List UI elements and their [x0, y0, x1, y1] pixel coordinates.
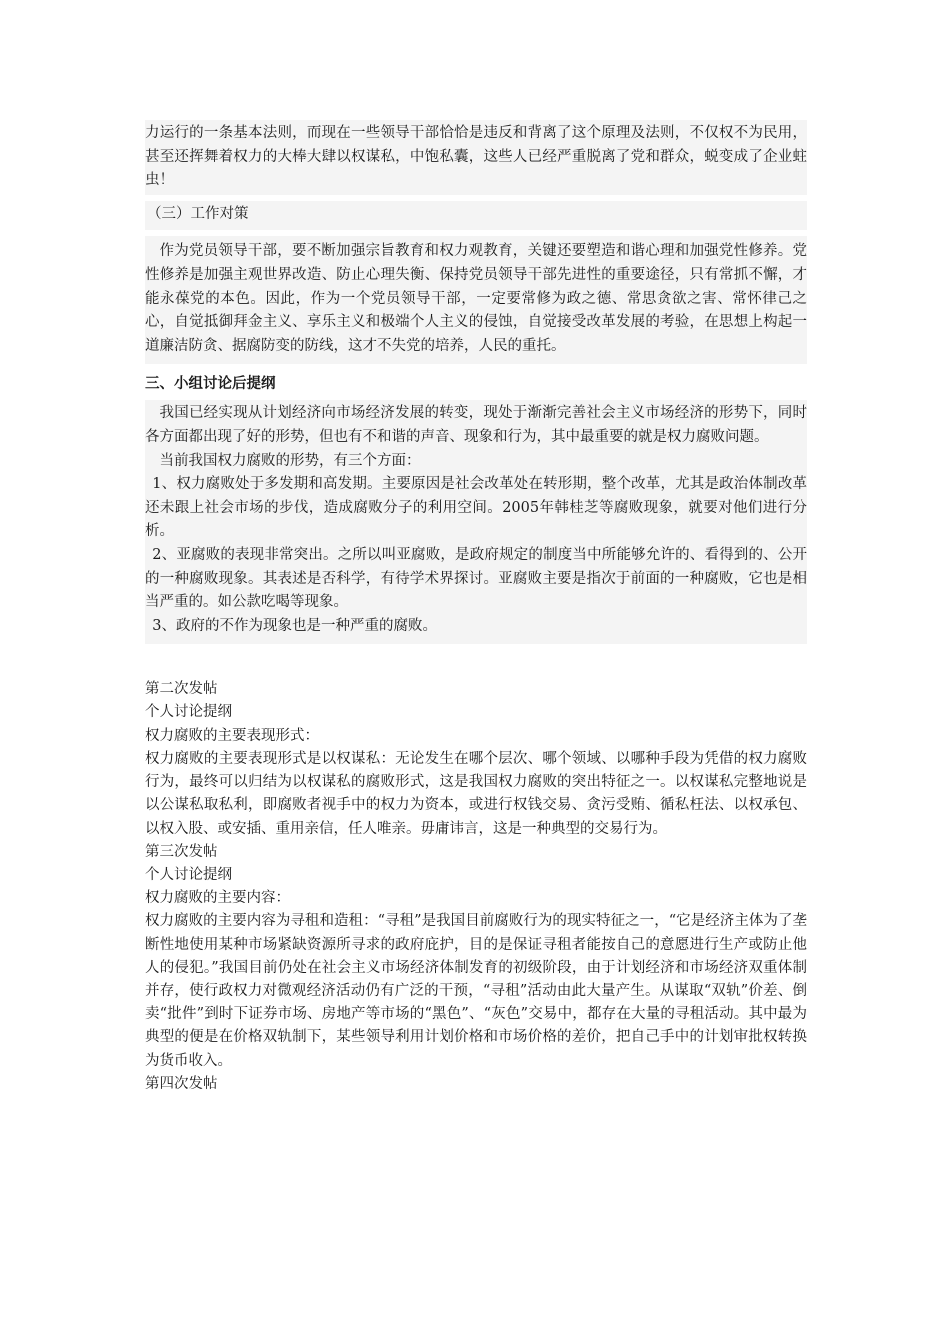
countermeasures-subheading-block	[145, 201, 807, 231]
group-discussion-intro: 我国已经实现从计划经济向市场经济发展的转变，现处于渐渐完善社会主义市场经济的形势下，同时各方面都出现了好的形势，但也有不和谐的声音、现象和行为，其中最重要的就是权力腐败问题。	[145, 405, 807, 445]
group-discussion-block	[145, 400, 807, 644]
second-post-label: 第二次发帖	[145, 681, 218, 698]
group-discussion-point-3: 3、政府的不作为现象也是一种严重的腐败。	[152, 617, 437, 634]
countermeasures-paragraph: 作为党员领导干部，要不断加强宗旨教育和权力观教育，关键还要塑造和谐心理和加强党性修养。党性修养是加强主观世界改造、防止心理失衡、保持党员领导干部先进性的重要途径，只有常抓不懈，才能永葆党的本色。因此，作为一个党员领导干部，一定要常修为政之德、常思贪欲之害、常怀律己之心，自觉抵御拜金主义、享乐主义和极端个人主义的侵蚀，自觉接受改革发展的考验，在思想上构起一道廉洁防贪、据腐防变的防线，这才不失党的培养，人民的重托。	[145, 243, 807, 354]
group-discussion-point-1: 1、权力腐败处于多发期和高发期。主要原因是社会改革处在转形期，整个改革，尤其是政治体制改革还未跟上社会市场的步伐，造成腐败分子的利用空间。2005年韩桂芝等腐败现象，就要对他们进行分析。	[145, 476, 807, 540]
second-post-outline: 个人讨论提纲	[145, 704, 232, 721]
second-post-body: 权力腐败的主要表现形式是以权谋私：无论发生在哪个层次、哪个领域、以哪种手段为凭借的权力腐败行为，最终可以归结为以权谋私的腐败形式，这是我国权力腐败的突出特征之一。以权谋私完整地说是以公谋私取私利，即腐败者视手中的权力为资本，或进行权钱交易、贪污受贿、循私枉法、以权承包、以权入股、或安插、重用亲信，任人唯亲。毋庸讳言，这是一种典型的交易行为。	[145, 750, 807, 837]
group-discussion-heading: 三、小组讨论后提纲	[145, 376, 276, 393]
document-page	[145, 120, 807, 1096]
second-post-topic: 权力腐败的主要表现形式：	[145, 727, 319, 744]
group-discussion-lead: 当前我国权力腐败的形势，有三个方面：	[159, 452, 421, 469]
third-post-body: 权力腐败的主要内容为寻租和造租：“寻租”是我国目前腐败行为的现实特征之一，“它是经济主体为了垄断性地使用某种市场紧缺资源所寻求的政府庇护，目的是保证寻租者能按自己的意愿进行生产或防止他人的侵犯。”我国目前仍处在社会主义市场经济体制发育的初级阶段，由于计划经济和市场经济双重体制并存，使行政权力对微观经济活动仍有广泛的干预，“寻租”活动由此大量产生。从谋取“双轨”价差、倒卖“批件”到时下证券市场、房地产等市场的“黑色”、“灰色”交易中，都存在大量的寻租活动。其中最为典型的便是在价格双轨制下，某些领导利用计划价格和市场价格的差价，把自己手中的计划审批权转换为货币收入。	[145, 913, 807, 1069]
posts-section	[145, 678, 807, 1096]
fourth-post-label: 第四次发帖	[145, 1075, 218, 1092]
third-post-outline: 个人讨论提纲	[145, 866, 232, 883]
group-discussion-point-2: 2、亚腐败的表现非常突出。之所以叫亚腐败，是政府规定的制度当中所能够允许的、看得到的、公开的一种腐败现象。其表述是否科学，有待学术界探讨。亚腐败主要是指次于前面的一种腐败，它也是相当严重的。如公款吃喝等现象。	[145, 546, 807, 611]
countermeasures-block	[145, 236, 807, 364]
third-post-label: 第三次发帖	[145, 843, 218, 860]
continuation-paragraph: 力运行的一条基本法则，而现在一些领导干部恰恰是违反和背离了这个原理及法则，不仅权不为民用，甚至还挥舞着权力的大棒大肆以权谋私，中饱私囊，这些人已经严重脱离了党和群众，蜕变成了企业蛀虫！	[145, 125, 807, 189]
continuation-block	[145, 120, 807, 195]
third-post-topic: 权力腐败的主要内容：	[145, 890, 290, 907]
countermeasures-subheading: （三）工作对策	[147, 205, 249, 222]
